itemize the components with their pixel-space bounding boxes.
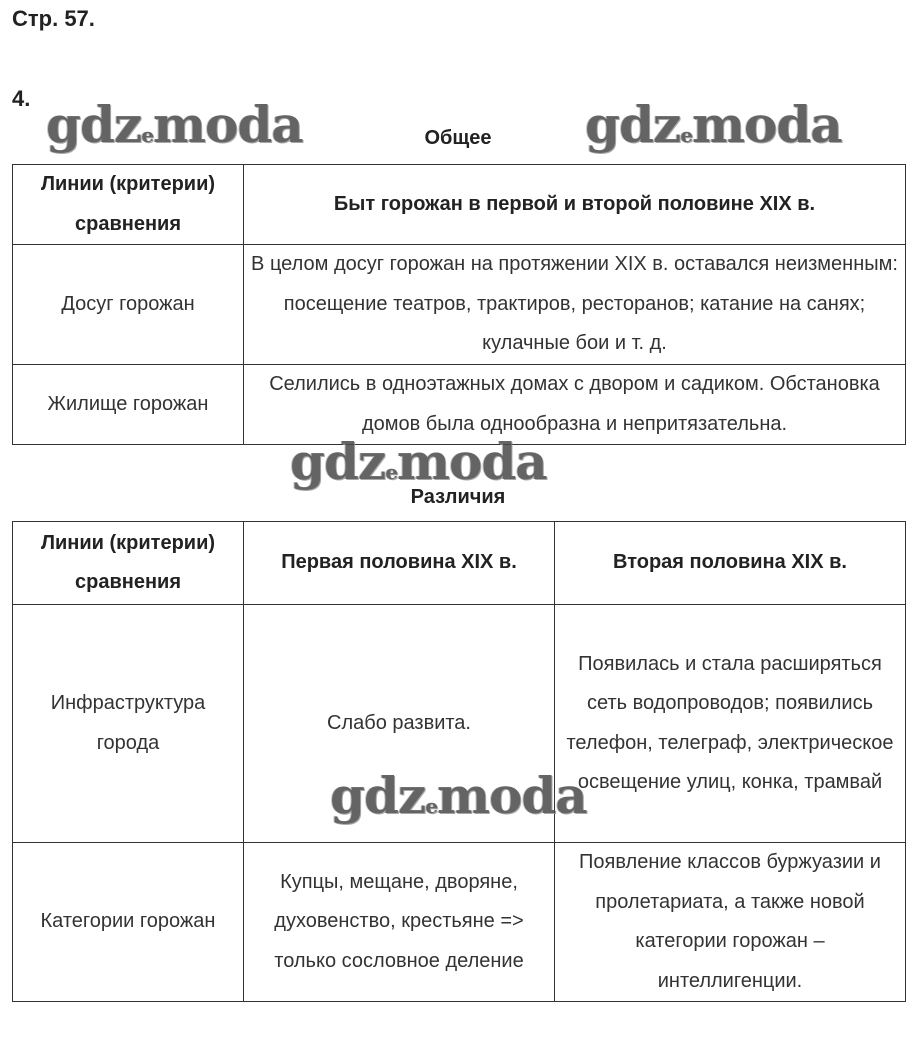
row-criterion: Категории горожан: [13, 843, 244, 1002]
page-label: Стр. 57.: [12, 6, 95, 31]
row-criterion: Досуг горожан: [13, 245, 244, 365]
header-first-half: Первая половина XIX в.: [244, 522, 555, 605]
table-row: [13, 843, 906, 1002]
section-title-differences: Различия: [410, 486, 506, 508]
header-criteria: Линии (критерии) сравнения: [13, 522, 244, 605]
table-row: [13, 245, 906, 365]
row-criterion: Инфраструктура города: [13, 605, 244, 843]
watermark-logo: gdzemoda: [46, 95, 303, 154]
watermark-logo: gdzemoda: [290, 432, 547, 491]
watermark-logo: gdzemoda: [330, 766, 587, 825]
header-criteria: Линии (критерии) сравнения: [13, 165, 244, 245]
watermark-logo: gdzemoda: [585, 95, 842, 154]
row-second-half: Появилась и стала расширяться сеть водопроводов; появились телефон, телеграф, электрическое освещение улиц, конка, трамвай: [555, 605, 906, 843]
differences-table: [12, 521, 906, 1002]
row-first-half: Слабо развита.: [244, 605, 555, 843]
table-header-row: [13, 522, 906, 605]
row-text: Селились в одноэтажных домах с двором и садиком. Обстановка домов была однообразна и непритязательна.: [244, 365, 906, 445]
row-first-half: Купцы, мещане, дворяне, духовенство, крестьяне => только сословное деление: [244, 843, 555, 1002]
table-header-row: [13, 165, 906, 245]
row-text: В целом досуг горожан на протяжении XIX в. оставался неизменным: посещение театров, трактиров, ресторанов; катание на санях; кулачные бои и т. д.: [244, 245, 906, 365]
row-second-half: Появление классов буржуазии и пролетариата, а также новой категории горожан – интеллигенции.: [555, 843, 906, 1002]
common-table: [12, 164, 906, 445]
header-description: Быт горожан в первой и второй половине XIX в.: [244, 165, 906, 245]
header-second-half: Вторая половина XIX в.: [555, 522, 906, 605]
row-criterion: Жилище горожан: [13, 365, 244, 445]
task-number: 4.: [12, 86, 31, 111]
section-title-common: Общее: [424, 127, 492, 149]
